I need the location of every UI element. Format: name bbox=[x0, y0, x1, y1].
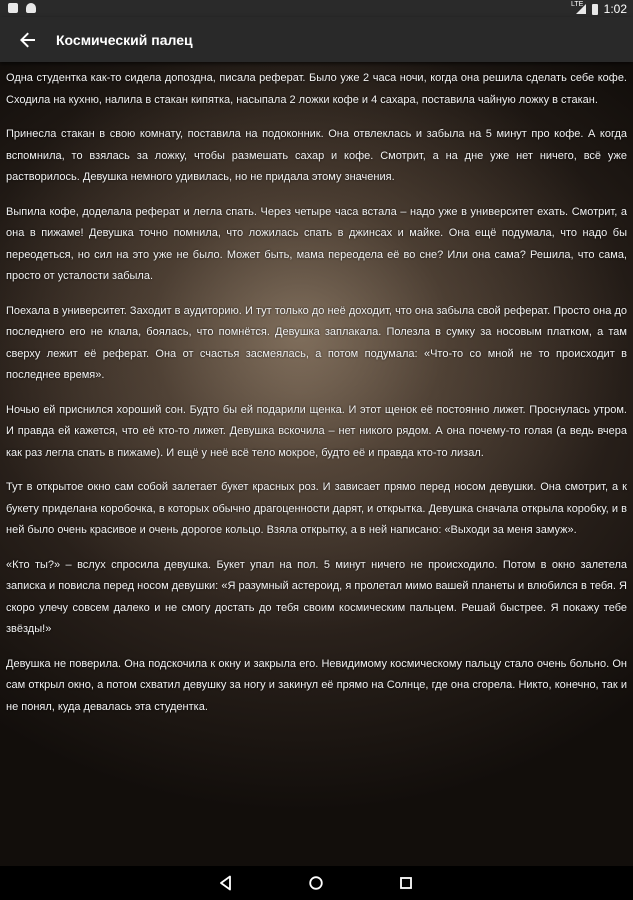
story-paragraph: Принесла стакан в свою комнату, поставила на подоконник. Она отвлеклась и забыла на 5 минут про кофе. А когда вспомнила, то взялась за ложку, чтобы размешать сахар и кофе. Смотрит, а на дне уже нет ничего, всё уже растворилось. Девушка немного удивилась, но не придала этому значения. bbox=[6, 128, 627, 183]
story-paragraph: Поехала в университет. Заходит в аудиторию. И тут только до неё доходит, что она забыла свой реферат. Просто она до последнего его не клала, боялась, что помнётся. Девушка заплакала. Полезла в сумку за носовым платком, а там сверху лежит её реферат. Она от счастья засмеялась, а потом подумала: «Что-то со мной не то происходит в последнее время». bbox=[6, 304, 627, 381]
nav-recent-button[interactable] bbox=[398, 875, 414, 891]
notification-icons bbox=[8, 3, 36, 13]
nav-back-icon bbox=[218, 875, 234, 891]
image-icon bbox=[8, 3, 18, 13]
network-label: LTE bbox=[571, 1, 584, 8]
nav-home-button[interactable] bbox=[308, 875, 324, 891]
app-bar bbox=[0, 17, 633, 62]
status-bar bbox=[0, 0, 633, 17]
android-icon bbox=[26, 3, 36, 13]
clock: 1:02 bbox=[603, 2, 627, 16]
story-paragraph: Девушка не поверила. Она подскочила к окну и закрыла его. Невидимому космическому пальцу стало очень больно. Он сам открыл окно, а потом схватил девушку за ногу и закинул её прямо на Солнце, где она сгорела. Никто, конечно, так и не понял, куда девалась эта студентка. bbox=[6, 657, 627, 713]
battery-icon bbox=[592, 4, 598, 15]
navigation-bar bbox=[0, 866, 633, 900]
story-paragraph: Тут в открытое окно сам собой залетает букет красных роз. И зависает прямо перед носом девушки. Она смотрит, а к букету приделана коробочка, в которых обычно драгоценности дарят, и открытка. Девушка сначала открыла коробку, и в ней было очень красивое и очень дорогое кольцо. Взяла открытку, а в ней написано: «Выходи за меня замуж». bbox=[6, 481, 627, 536]
story-content[interactable] bbox=[0, 62, 633, 866]
story-paragraph: Выпила кофе, доделала реферат и легла спать. Через четыре часа встала – надо уже в университет ехать. Смотрит, а она в пижаме! Девушка точно помнила, что ложилась спать в джинсах и майке. Она ещё подумала, что надо бы переодеться, но сил на это уже не было. Может быть, мама переодела её во сне? Или она сама? Решила, что сама, просто от усталости забыла. bbox=[6, 205, 627, 282]
system-indicators bbox=[576, 2, 627, 16]
nav-recent-icon bbox=[398, 875, 414, 891]
nav-back-button[interactable] bbox=[218, 875, 234, 891]
story-paragraph: Одна студентка как-то сидела допоздна, писала реферат. Было уже 2 часа ночи, когда она решила сделать себе кофе. Сходила на кухню, налила в стакан кипятка, насыпала 2 ложки кофе и 4 сахара, поставила чайную ложку в стакан. bbox=[6, 72, 627, 106]
signal-icon bbox=[576, 4, 586, 14]
story-paragraph: «Кто ты?» – вслух спросила девушка. Букет упал на пол. 5 минут ничего не происходило. Потом в окно залетела записка и повисла перед носом девушки: «Я разумный астероид, я пролетал мимо вашей планеты и влюбился в тебя. Я скоро улечу совсем далеко и не смогу достать до тебя своим космическим пальцем. Решай быстрее. Я покажу тебе звёзды!» bbox=[6, 558, 627, 635]
page-title: Космический палец bbox=[56, 31, 193, 48]
story-paragraph: Ночью ей приснился хороший сон. Будто бы ей подарили щенка. И этот щенок её постоянно лижет. Проснулась утром. И правда ей кажется, что её кто-то лижет. Девушка вскочила – нет никого рядом. А она почему-то голая (а ведь вчера как раз легла спать в пижаме). И ещё у неё всё тело мокрое, будто её и правда кто-то лизал. bbox=[6, 403, 627, 459]
back-button[interactable] bbox=[0, 17, 56, 62]
story-text bbox=[0, 62, 633, 718]
nav-home-icon bbox=[308, 875, 324, 891]
arrow-back-icon bbox=[20, 32, 36, 48]
